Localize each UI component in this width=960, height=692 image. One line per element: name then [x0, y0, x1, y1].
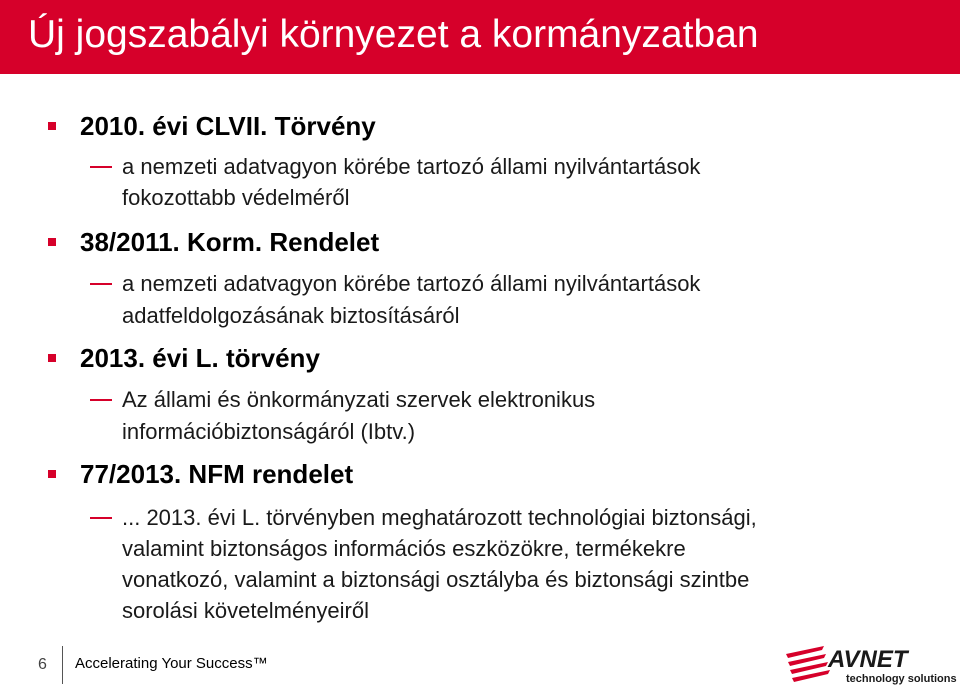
item-heading: 2010. évi CLVII. Törvény: [80, 111, 376, 141]
dash-marker: [90, 399, 112, 401]
dash-marker: [90, 517, 112, 519]
item-heading: 38/2011. Korm. Rendelet: [80, 227, 380, 257]
dash-marker: [90, 166, 112, 168]
slide-title: Új jogszabályi környezet a kormányzatban: [28, 13, 759, 56]
item-sub-line: ... 2013. évi L. törvényben meghatározott technológiai biztonsági,: [122, 505, 757, 530]
item-sub-line: Az állami és önkormányzati szervek elektronikus: [122, 387, 596, 412]
logo-subtitle: technology solutions: [846, 673, 957, 685]
item-sub-line: vonatkozó, valamint a biztonsági osztályba és biztonsági szintbe: [122, 567, 750, 592]
item-sub-line: valamint biztonságos információs eszközökre, termékekre: [122, 536, 686, 561]
item-sub-line: adatfeldolgozásának biztosításáról: [122, 303, 460, 328]
item-heading: 2013. évi L. törvény: [80, 343, 320, 373]
bullet-marker: [48, 470, 56, 478]
bullet-marker: [48, 122, 56, 130]
item-sub-line: a nemzeti adatvagyon körébe tartozó állami nyilvántartások: [122, 271, 701, 296]
logo-wordmark: AVNET: [828, 646, 908, 673]
bullet-marker: [48, 238, 56, 246]
bullet-marker: [48, 354, 56, 362]
dash-marker: [90, 283, 112, 285]
item-heading: 77/2013. NFM rendelet: [80, 459, 354, 489]
avnet-logo: [784, 640, 957, 690]
footer-tagline: Accelerating Your Success™: [75, 655, 268, 672]
logo-swoosh-icon: [784, 644, 830, 688]
item-sub-line: fokozottabb védelméről: [122, 185, 350, 210]
item-sub-line: sorolási követelményeiről: [122, 598, 369, 623]
footer-divider: [62, 646, 63, 684]
item-sub-line: információbiztonságáról (Ibtv.): [122, 419, 416, 444]
page-number: 6: [38, 656, 47, 673]
item-sub-line: a nemzeti adatvagyon körébe tartozó állami nyilvántartások: [122, 154, 701, 179]
